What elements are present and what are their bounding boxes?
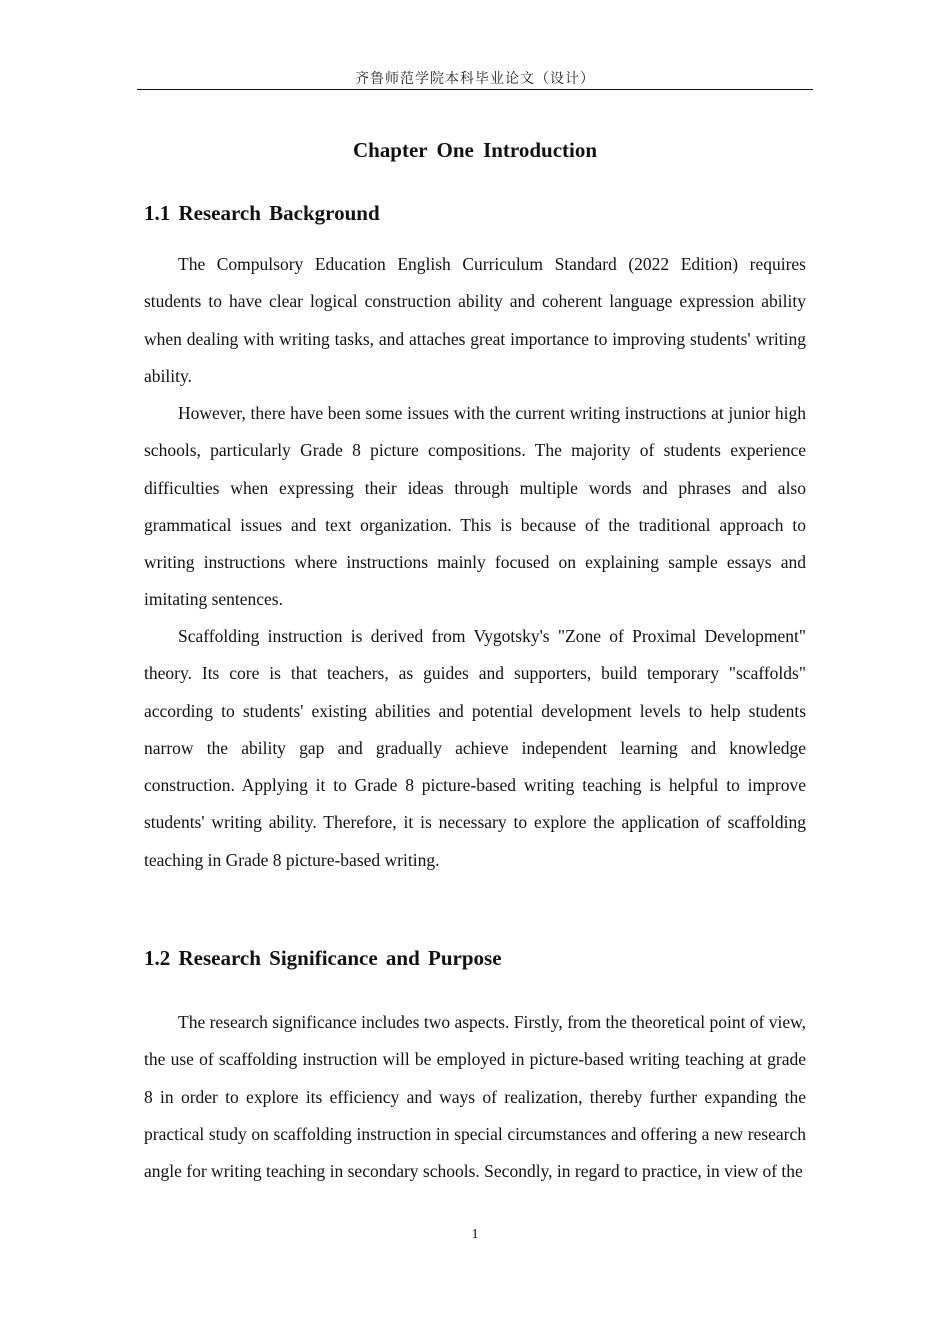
page-number: 1 (471, 1227, 479, 1242)
paragraph-background-1: The Compulsory Education English Curriculum Standard (2022 Edition) requires students to have clear logical construction ability and coherent language expression ability when dealing with writing tasks, and attaches great importance to improving students' writing ability. (144, 254, 806, 386)
paragraph-background-3: Scaffolding instruction is derived from Vygotsky's "Zone of Proximal Development" theory. Its core is that teachers, as guides and supporters, build temporary "scaffolds" according to students' existing abilities and potential development levels to help students narrow the ability gap and gradually achieve independent learning and knowledge construction. Applying it to Grade 8 picture-based writing teaching is helpful to improve students' writing ability. Therefore, it is necessary to explore the application of scaffolding teaching in Grade 8 picture-based writing. (144, 626, 806, 870)
paragraph-background-2: However, there have been some issues with the current writing instructions at junior high schools, particularly Grade 8 picture compositions. The majority of students experience difficulties when expressing their ideas through multiple words and phrases and also grammatical issues and text organization. This is because of the traditional approach to writing instructions where instructions mainly focused on explaining sample essays and imitating sentences. (144, 403, 806, 610)
section-heading-1-1: 1.1 Research Background (144, 201, 380, 225)
section-heading-1-2: 1.2 Research Significance and Purpose (144, 946, 502, 970)
header-rule (137, 89, 813, 90)
running-header: 齐鲁师范学院本科毕业论文（设计） (355, 71, 595, 87)
paragraph-significance-1: The research significance includes two aspects. Firstly, from the theoretical point of view, the use of scaffolding instruction will be employed in picture-based writing teaching at grade 8 in order to explore its efficiency and ways of realization, thereby further expanding the practical study on scaffolding instruction in special circumstances and offering a new research angle for writing teaching in secondary schools. Secondly, in regard to practice, in view of the (144, 1012, 807, 1182)
chapter-title: Chapter One Introduction (352, 138, 598, 162)
